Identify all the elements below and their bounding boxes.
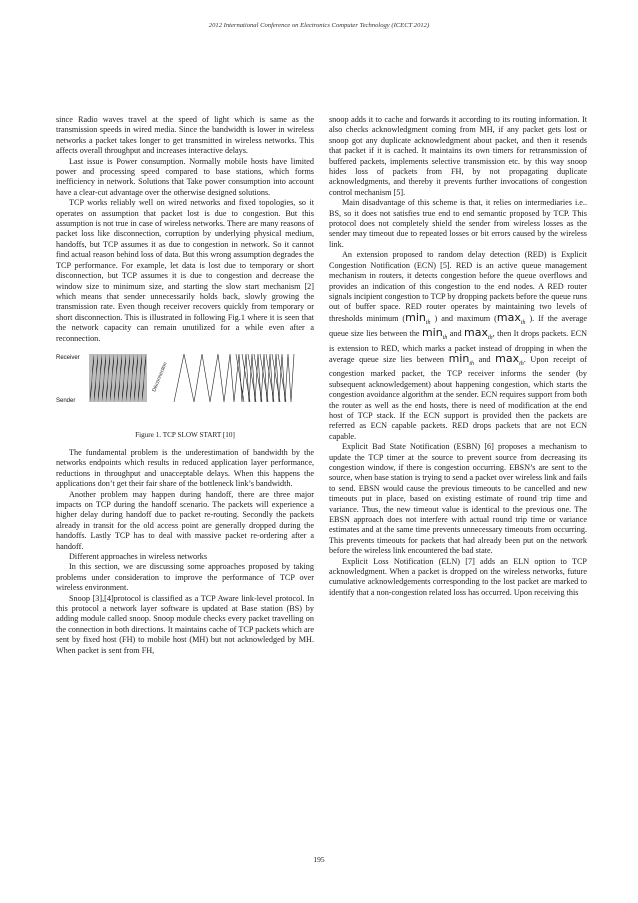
paragraph: Explicit Loss Notification (ELN) [7] adds an ELN option to TCP acknowledgment. When a packet is dropped on the wireless networks, future cumulative acknowledgements corresponding to the lost packet are marked to identify that a non-congestion related loss has occurred. Upon receiving this: [329, 556, 587, 597]
paragraph: Explicit Bad State Notification (ESBN) [6] proposes a mechanism to update the TCP timer at the source to prevent source from decreasing its congestion window, if there is congestion occurring. EBSN’s are sent to the source, when base station is trying to send a packet over wireless link and fails to send. EBSN would cause the previous timeouts to be cancelled and new timeouts put in place, based on existing estimate of round trip time and variance. Thus, the new timeout value is identical to the previous one. The EBSN approach does not interfere with actual round trip time or variance estimates and at the same time prevents unnecessary timeouts from occurring. This prevents timeouts for packets that had already been put on the network before the wireless link encountered the bad state.: [329, 442, 587, 556]
paragraph: Snoop [3],[4]protocol is classified as a TCP Aware link-level protocol. In this protocol a network layer software is updated at Base station (BS) by adding module called snoop. Snoop module checks every packet travelling on the connection in both directions. It maintains cache of TCP packets which are sent by fixed host (FH) to mobile host (MH) but not acknowledged by MH. When packet is sent from FH,: [56, 593, 314, 655]
conference-header: 2012 International Conference on Electronics Computer Technology (ICECT 2012): [208, 22, 430, 29]
figure-1: [56, 350, 314, 448]
paragraph: The fundamental problem is the underestimation of bandwidth by the networks endpoints which results in reduced application layer performance, reductions in throughput and unacceptable delays. When this happens the applications don’t get their fair share of the bottleneck link’s bandwidth.: [56, 447, 314, 489]
receiver-label: Receiver: [56, 354, 80, 361]
page-number: 195: [313, 855, 325, 864]
paragraph: TCP works reliably well on wired networks and fixed topologies, so it operates on assumption that packet lost is due to congestion. But this assumption is not true in case of wireless networks. There are many reasons of packet loss like disconnection, corruption by underlying physical medium, handoffs, but TCP assumes it as due to congestion in network. So it cannot find actual reason behind loss of data. But this wrong assumption degrades the TCP performance. For example, let data is lost due to temporary or short disconnection, but TCP assumes it is due to congestion and decrease the window size to minimum size, and starting the slow start mechanism [2] which means that sender unnecessarily holds back, slowly growing the transmission rate. Even though receiver recovers quickly from temporary or short disconnection. This is illustrated in following Fig.1 where it is seen that the network capacity can remain unutilized for a while even after a reconnection.: [56, 198, 314, 343]
right-column: [329, 115, 587, 598]
figure-caption: Figure 1. TCP SLOW START [10]: [135, 430, 235, 439]
slow-start-diagram: [56, 350, 314, 422]
paragraph: In this section, we are discussing some approaches proposed by taking problems under consideration to improve the performance of TCP over wireless environment.: [56, 562, 314, 593]
disconnection-label: Disconnection: [151, 361, 169, 393]
left-column: [56, 115, 314, 656]
section-heading: Different approaches in wireless networks: [69, 552, 208, 561]
paragraph: Another problem may happen during handoff, there are three major impacts on TCP during the handoff scenario. The packets will experience a higher delay during handoff due to packet re-routing. Secondly the packets already in transit for the old access point are generally dropped during the handoffs. Lastly TCP has to deal with massive packet re-ordering after a handoff.: [56, 489, 314, 551]
paragraph: snoop adds it to cache and forwards it according to its routing information. It also checks acknowledgment coming from MH, if any packet gets lost or snoop got any duplicate acknowledgment about packet, and then it resends that packet if it is cached. It maintains its own timers for retransmission of buffered packets, implements selective transmission etc. by this way snoop hides loss of packets from FH, by not propagating duplicate acknowledgments, and thereby it prevents further invocations of congestion control mechanism [5].: [329, 115, 587, 197]
sender-label: Sender: [56, 397, 76, 404]
paragraph: since Radio waves travel at the speed of light which is same as the transmission speeds in wired media. Since the bandwidth is lower in wireless networks a packet takes longer to get transmitted in wireless networks. This affects overall throughput and increases interactive delays.: [56, 115, 314, 156]
paragraph-red-ecn: An extension proposed to random delay detection (RED) is Explicit Congestion Notification (ECN) [5]. RED is an active queue management mechanism in routers, it detects congestion before the queue overflows and provides an indication of this congestion to the end nodes. A RED router signals incipient congestion to TCP by dropping packets before the queue runs out of buffer space. RED router operates by maintaining two levels of thresholds minimum ($\min_{th}$ ) and maximum ($\max_{th}$ ). If the average queue size lies between the $\min_{th}$ and $\max_{th}$, then It drops packets. ECN is extension to RED, which marks a packet instead of dropping in when the average queue size lies between $\min_{th}$ and $\max_{th}$. Upon receipt of congestion marked packet, the TCP receiver informs the sender (by subsequent acknowledgement) about happening congestion, which starts the congestion avoidance algorithm at the sender. ECN requires support from both the router as well as the end hosts, there is need of modification at the end host of TCP stack. If the ECN support is provided then the packets are referred as ECN capable packets. RED drops packets that are not ECN capable.: [329, 250, 588, 441]
paragraph: Main disadvantage of this scheme is that, it relies on intermediaries i.e.. BS, so it does not satisfies true end to end semantic proposed by TCP. This protocol does not completely shield the sender from wireless losses as the sender may timeout due to repeated losses or bit errors caused by the wireless link.: [329, 198, 587, 249]
paragraph: Last issue is Power consumption. Normally mobile hosts have limited power and processing speed compared to base stations, which forms inefficiency in network. Solutions that Take power consumption into account have a clear-cut advantage over the otherwise designed solutions.: [56, 156, 314, 197]
